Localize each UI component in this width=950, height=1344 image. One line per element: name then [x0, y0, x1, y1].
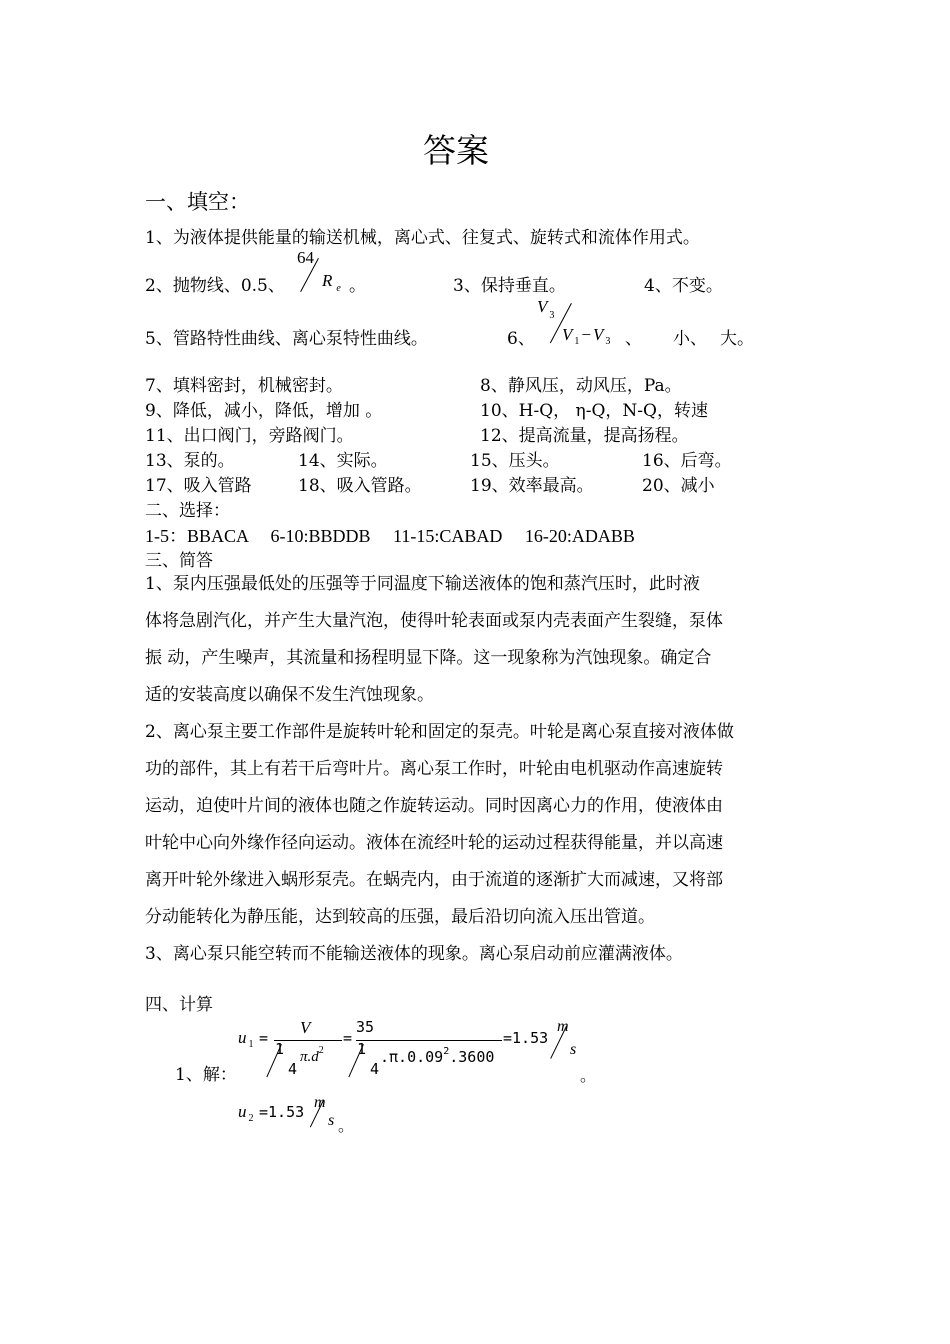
v1-symbol: V	[562, 325, 573, 344]
answer-17: 17、吸入管路	[145, 476, 252, 496]
d-squared: 2	[318, 1045, 324, 1056]
answer-5: 5、管路特性曲线、离心泵特性曲线。	[145, 329, 428, 349]
short-answer-1-line: 体将急剧汽化，并产生大量汽泡，使得叶轮表面或泵内壳表面产生裂缝，泵体	[145, 611, 723, 631]
short-answer-3-line: 3、离心泵只能空转而不能输送液体的现象。离心泵启动前应灌满液体。	[145, 944, 683, 964]
v3-den-symbol: V	[592, 325, 604, 344]
diameter-squared: 2	[443, 1046, 450, 1057]
answer-2-fraction-denominator	[322, 271, 341, 294]
frac1-numerator: V	[300, 1018, 311, 1037]
frac2-den-four: 4	[370, 1060, 380, 1078]
choice-answers-row	[145, 527, 635, 545]
unit-m: m	[557, 1018, 569, 1035]
frac2-den-one: 1	[357, 1040, 367, 1058]
equation-2-end: 。	[338, 1116, 355, 1135]
answer-20: 20、减小	[642, 476, 715, 496]
v3-symbol: V	[537, 297, 548, 316]
frac2-den-rest	[380, 1046, 495, 1066]
answer-6-suffix: 、	[625, 329, 642, 349]
equals-sign-1: =	[259, 1029, 269, 1047]
answer-6-denominator	[562, 325, 611, 347]
u2-letter: u	[238, 1102, 247, 1121]
short-answer-2-line: 功的部件，其上有若干后弯叶片。离心泵工作时，叶轮由电机驱动作高速旋转	[145, 759, 723, 779]
solution-label: 1、解：	[175, 1065, 237, 1085]
short-answer-1-line: 1、泵内压强最低处的压强等于同温度下输送液体的饱和蒸汽压时，此时液	[145, 574, 700, 594]
short-answer-1-line: 适的安装高度以确保不发生汽蚀现象。	[145, 685, 434, 705]
section-heading-calculation: 四、计算	[145, 995, 213, 1015]
short-answer-1	[145, 566, 810, 714]
short-answer-2-line: 叶轮中心向外缘作径向运动。液体在流经叶轮的运动过程获得能量，并以高速	[145, 833, 723, 853]
answer-1: 1、为液体提供能量的输送机械，离心式、往复式、旋转式和流体作用式。	[145, 228, 700, 248]
equals-sign-2: =	[343, 1029, 353, 1047]
section-heading-fill-in: 一、填空：	[145, 190, 250, 214]
frac1-den-four: 4	[288, 1060, 298, 1078]
answer-6-small: 小、	[673, 329, 707, 349]
answer-4: 4、不变。	[644, 276, 723, 296]
answer-8: 8、静风压，动风压，Pa。	[480, 376, 682, 396]
section-heading-choice: 二、选择：	[145, 501, 230, 521]
answer-13: 13、泵的。	[145, 451, 235, 471]
u1-subscript: 1	[248, 1039, 254, 1050]
u1-letter: u	[238, 1028, 247, 1047]
answer-9: 9、降低，减小，降低，增加 。	[145, 401, 383, 421]
choice-answers-11-15: 11-15:CABAD	[393, 526, 503, 546]
answer-2-suffix: 。	[349, 276, 366, 296]
answer-2-fraction-numerator: 64	[297, 248, 314, 267]
short-answer-2	[145, 714, 810, 936]
choice-answers-1-5: 1-5：BBACA	[145, 526, 249, 546]
u2-unit-s: s	[328, 1112, 335, 1129]
pi-diameter-text: .π.0.09	[380, 1048, 444, 1066]
answer-2-prefix: 2、抛物线、0.5、	[145, 276, 285, 296]
answer-3: 3、保持垂直。	[453, 276, 566, 296]
answer-12: 12、提高流量，提高扬程。	[480, 426, 689, 446]
reynolds-subscript: e	[336, 283, 341, 294]
answer-6-prefix: 6、	[507, 329, 535, 349]
answer-19: 19、效率最高。	[470, 476, 594, 496]
v3-den-subscript: 3	[605, 336, 611, 347]
frac2-numerator: 35	[356, 1018, 375, 1036]
minus-sign: −	[581, 325, 591, 344]
answer-6-numerator	[537, 297, 555, 321]
page-title: 答案	[423, 131, 489, 170]
frac1-den-rest	[300, 1045, 324, 1065]
short-answer-2-line: 运动，迫使叶片间的液体也随之作旋转运动。同时因离心力的作用，使液体由	[145, 796, 723, 816]
short-answer-2-line: 2、离心泵主要工作部件是旋转叶轮和固定的泵壳。叶轮是离心泵直接对液体做	[145, 722, 734, 742]
reynolds-symbol: R	[322, 271, 333, 290]
unit-s: s	[570, 1041, 577, 1058]
u2-unit-m: m	[314, 1094, 326, 1111]
v3-subscript: 3	[549, 310, 555, 321]
choice-answers-6-10: 6-10:BBDDB	[270, 526, 371, 546]
u2-subscript: 2	[248, 1113, 254, 1124]
answer-14: 14、实际。	[298, 451, 388, 471]
frac2-bar	[356, 1040, 502, 1041]
answer-11: 11、出口阀门，旁路阀门。	[145, 426, 354, 446]
answer-16: 16、后弯。	[642, 451, 732, 471]
short-answer-1-line: 振 动，产生噪声，其流量和扬程明显下降。这一现象称为汽蚀现象。确定合	[145, 648, 712, 668]
short-answer-3	[145, 936, 810, 973]
answer-18: 18、吸入管路。	[298, 476, 422, 496]
pi-d-text: π.d	[300, 1049, 319, 1065]
frac1-bar	[274, 1040, 342, 1041]
short-answer-2-line: 离开叶轮外缘进入蜗形泵壳。在蜗壳内，由于流道的逐渐扩大而减速，又将部	[145, 870, 723, 890]
frac1-den-one: 1	[275, 1040, 285, 1058]
u1-symbol	[238, 1028, 254, 1050]
section-heading-short-answer: 三、简答	[145, 551, 213, 571]
v1-subscript: 1	[574, 336, 580, 347]
answer-15: 15、压头。	[470, 451, 560, 471]
result-value: =1.53	[503, 1029, 549, 1047]
u2-symbol	[238, 1102, 254, 1124]
answer-6-large: 大。	[720, 329, 754, 349]
answer-7: 7、填料密封，机械密封。	[145, 376, 343, 396]
equation-1-end: 。	[580, 1066, 597, 1085]
short-answer-2-line: 分动能转化为静压能，达到较高的压强，最后沿切向流入压出管道。	[145, 907, 655, 927]
choice-answers-16-20: 16-20:ADABB	[524, 526, 635, 546]
seconds-per-hour: .3600	[449, 1048, 495, 1066]
answer-10: 10、H-Q， η-Q，N-Q，转速	[480, 401, 708, 421]
u2-value: =1.53	[259, 1103, 305, 1121]
